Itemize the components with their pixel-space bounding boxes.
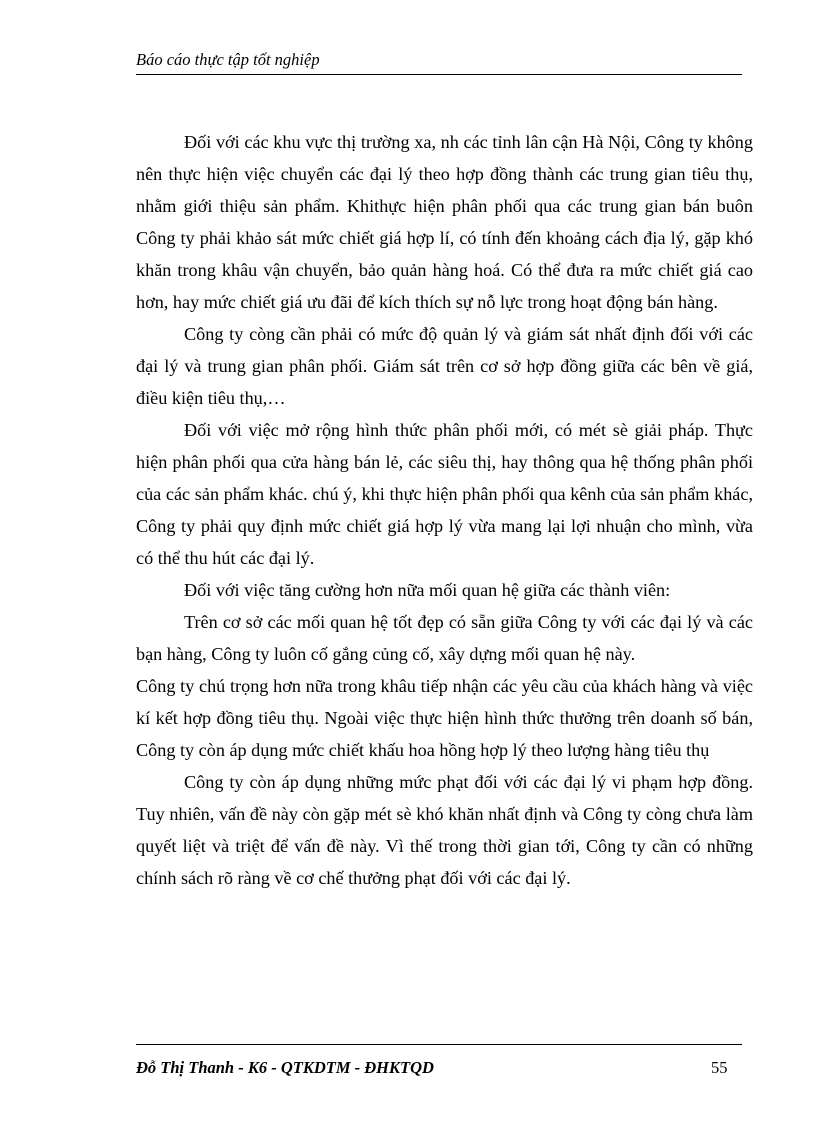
page-footer — [136, 1044, 742, 1085]
paragraph: Công ty còn áp dụng những mức phạt đối với các đại lý vi phạm hợp đồng. Tuy nhiên, vấn đề này còn gặp mét sè khó khăn nhất định và Công ty còng chưa làm quyết liệt và triệt để vấn đề này. Vì thế trong thời gian tới, Công ty cần có những chính sách rõ ràng về cơ chế thưởng phạt đối với các đại lý. — [136, 772, 753, 888]
page-number: 55 — [711, 1058, 728, 1077]
paragraph: Đối với việc tăng cường hơn nữa mối quan hệ giữa các thành viên: — [184, 580, 671, 600]
paragraph: Trên cơ sở các mối quan hệ tốt đẹp có sẵn giữa Công ty với các đại lý và các bạn hàng, Công ty luôn cố gắng củng cố, xây dựng mối quan hệ này. — [136, 612, 753, 664]
header-title: Báo cáo thực tập tốt nghiệp — [136, 50, 320, 69]
paragraph: Đối với các khu vực thị trường xa, nh các tỉnh lân cận Hà Nội, Công ty không nên thực hiện việc chuyển các đại lý theo hợp đồng thành các trung gian tiêu thụ, nhằm giới thiệu sản phẩm. Khithực hiện phân phối qua các trung gian bán buôn Công ty phải khảo sát mức chiết giá hợp lí, có tính đến khoảng cách địa lý, gặp khó khăn trong khâu vận chuyển, bảo quản hàng hoá. Có thể đưa ra mức chiết giá cao hơn, hay mức chiết giá ưu đãi để kích thích sự nỗ lực trong hoạt động bán hàng. — [136, 132, 753, 312]
page-header — [136, 50, 742, 75]
paragraph: Đối với việc mở rộng hình thức phân phối mới, có mét sè giải pháp. Thực hiện phân phối qua cửa hàng bán lẻ, các siêu thị, hay thông qua hệ thống phân phối của các sản phẩm khác. chú ý, khi thực hiện phân phối qua kênh của sản phẩm khác, Công ty phải quy định mức chiết giá hợp lý vừa mang lại lợi nhuận cho mình, vừa có thể thu hút các đại lý. — [136, 420, 753, 568]
footer-author: Đỗ Thị Thanh - K6 - QTKDTM - ĐHKTQD — [136, 1058, 434, 1077]
paragraph: Công ty chú trọng hơn nữa trong khâu tiếp nhận các yêu cầu của khách hàng và việc kí kết hợp đồng tiêu thụ. Ngoài việc thực hiện hình thức thưởng trên doanh số bán, Công ty còn áp dụng mức chiết khấu hoa hồng hợp lý theo lượng hàng tiêu thụ — [136, 676, 753, 760]
paragraph: Công ty còng cần phải có mức độ quản lý và giám sát nhất định đối với các đại lý và trung gian phân phối. Giám sát trên cơ sở hợp đồng giữa các bên về giá, điều kiện tiêu thụ,… — [136, 324, 753, 408]
document-body — [136, 126, 753, 894]
